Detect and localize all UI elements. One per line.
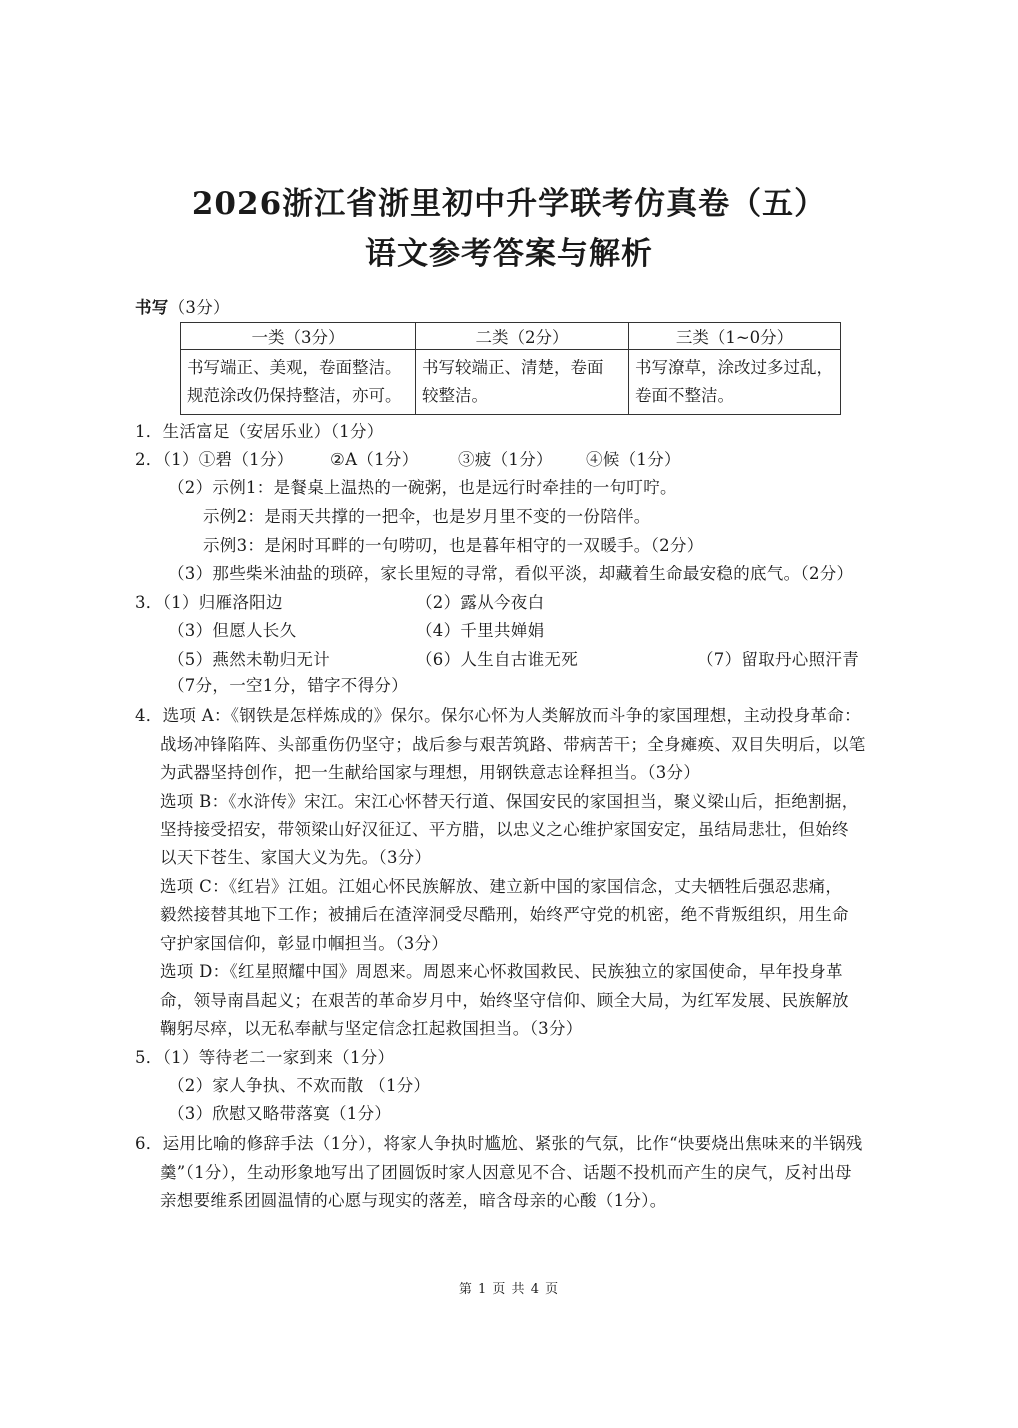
answer-line: 亲想要维系团圆温情的心愿与现实的落差，暗含母亲的心酸（1分）。: [160, 1191, 667, 1210]
answer-line: 守护家国信仰，彰显巾帼担当。（3分）: [160, 934, 449, 953]
answer-line: （5）燕然未勒归无计: [168, 650, 330, 669]
answer-line: 3．（1）归雁洛阳边: [135, 593, 283, 612]
table-header-cell: 三类（1~0分）: [629, 323, 841, 350]
answer-line: ④候（1分）: [586, 450, 681, 469]
answer-line: 为武器坚持创作，把一生献给国家与理想，用钢铁意志诠释担当。（3分）: [160, 763, 701, 782]
answer-line: 羹”（1分），生动形象地写出了团圆饭时家人因意见不合、话题不投机而产生的戾气，反衬出母: [160, 1163, 852, 1182]
cell-line: 较整洁。: [422, 386, 488, 405]
table-header-row: [181, 323, 841, 350]
answer-line: （7）留取丹心照汗青: [697, 650, 859, 669]
page-number: 第 1 页 共 4 页: [458, 1282, 560, 1297]
answer-line: 6．运用比喻的修辞手法（1分），将家人争执时尴尬、紧张的气氛，比作“快要烧出焦味来的半锅残: [135, 1134, 863, 1153]
cell-line: 书写潦草，涂改过多过乱，: [635, 358, 833, 377]
answer-line: （3）那些柴米油盐的琐碎，家长里短的寻常，看似平淡，却藏着生命最安稳的底气。（2分）: [168, 564, 854, 583]
writing-label: 书写: [135, 298, 169, 317]
answer-line: 4．选项 A：《钢铁是怎样炼成的》保尔。保尔心怀为人类解放而斗争的家国理想，主动投身革命：: [135, 706, 861, 725]
answer-line: 坚持接受招安，带领梁山好汉征辽、平方腊，以忠义之心维护家国安定，虽结局悲壮，但始终: [160, 820, 849, 839]
cell-line: 卷面不整洁。: [635, 386, 734, 405]
answer-line: ②A（1分）: [330, 450, 419, 469]
table-cell: [181, 350, 416, 415]
answer-line: ③疲（1分）: [458, 450, 553, 469]
answer-line: （2）示例1：是餐桌上温热的一碗粥，也是远行时牵挂的一句叮咛。: [168, 478, 677, 497]
writing-heading: [135, 298, 230, 318]
answer-line: 战场冲锋陷阵、头部重伤仍坚守；战后参与艰苦筑路、带病苦干；全身瘫痪、双目失明后，以笔: [160, 735, 866, 754]
answer-line: 示例3：是闲时耳畔的一句唠叨，也是暮年相守的一双暖手。（2分）: [203, 536, 704, 555]
answer-line: 选项 C：《红岩》江姐。江姐心怀民族解放、建立新中国的家国信念，丈夫牺牲后强忍悲痛，: [160, 877, 843, 896]
answer-line: （4）千里共婵娟: [416, 621, 545, 640]
answer-line: 选项 D：《红星照耀中国》周恩来。周恩来心怀救国救民、民族独立的家国使命，早年投身革: [160, 962, 843, 981]
table-cell: [629, 350, 841, 415]
answer-line: 5．（1）等待老二一家到来（1分）: [135, 1048, 395, 1067]
answer-line: （3）欣慰又略带落寞（1分）: [168, 1104, 392, 1123]
answer-line: 毅然接替其地下工作；被捕后在渣滓洞受尽酷刑，始终严守党的机密，绝不背叛组织，用生命: [160, 905, 849, 924]
answer-line: （2）露从今夜白: [416, 593, 545, 612]
answer-line: 示例2：是雨天共撑的一把伞，也是岁月里不变的一份陪伴。: [203, 507, 651, 526]
page-title: 2026浙江省浙里初中升学联考仿真卷（五）: [191, 186, 827, 222]
page-subtitle: 语文参考答案与解析: [365, 236, 653, 272]
answer-line: （7分，一空1分，错字不得分）: [168, 676, 408, 695]
writing-points: （3分）: [168, 298, 230, 317]
answer-line: 命，领导南昌起义；在艰苦的革命岁月中，始终坚守信仰、顾全大局，为红军发展、民族解放: [160, 991, 849, 1010]
answer-line: （6）人生自古谁无死: [416, 650, 578, 669]
answer-line: （2）家人争执、不欢而散 （1分）: [168, 1076, 431, 1095]
cell-line: 规范涂改仍保持整洁，亦可。: [187, 386, 402, 405]
writing-grade-table: [180, 322, 841, 415]
cell-line: 书写较端正、清楚，卷面: [422, 358, 604, 377]
answer-line: （3）但愿人长久: [168, 621, 297, 640]
table-cell: [416, 350, 629, 415]
cell-line: 书写端正、美观，卷面整洁。: [187, 358, 402, 377]
table-header-cell: 一类（3分）: [181, 323, 416, 350]
answer-line: 鞠躬尽瘁，以无私奉献与坚定信念扛起救国担当。（3分）: [160, 1019, 583, 1038]
answer-line: 1．生活富足（安居乐业）（1分）: [135, 422, 384, 441]
answer-line: 选项 B：《水浒传》宋江。宋江心怀替天行道、保国安民的家国担当，聚义梁山后，拒绝割据，: [160, 792, 859, 811]
answer-line: 2．（1）①碧（1分）: [135, 450, 294, 469]
answer-line: 以天下苍生、家国大义为先。（3分）: [160, 848, 432, 867]
table-row: [181, 350, 841, 415]
table-header-cell: 二类（2分）: [416, 323, 629, 350]
